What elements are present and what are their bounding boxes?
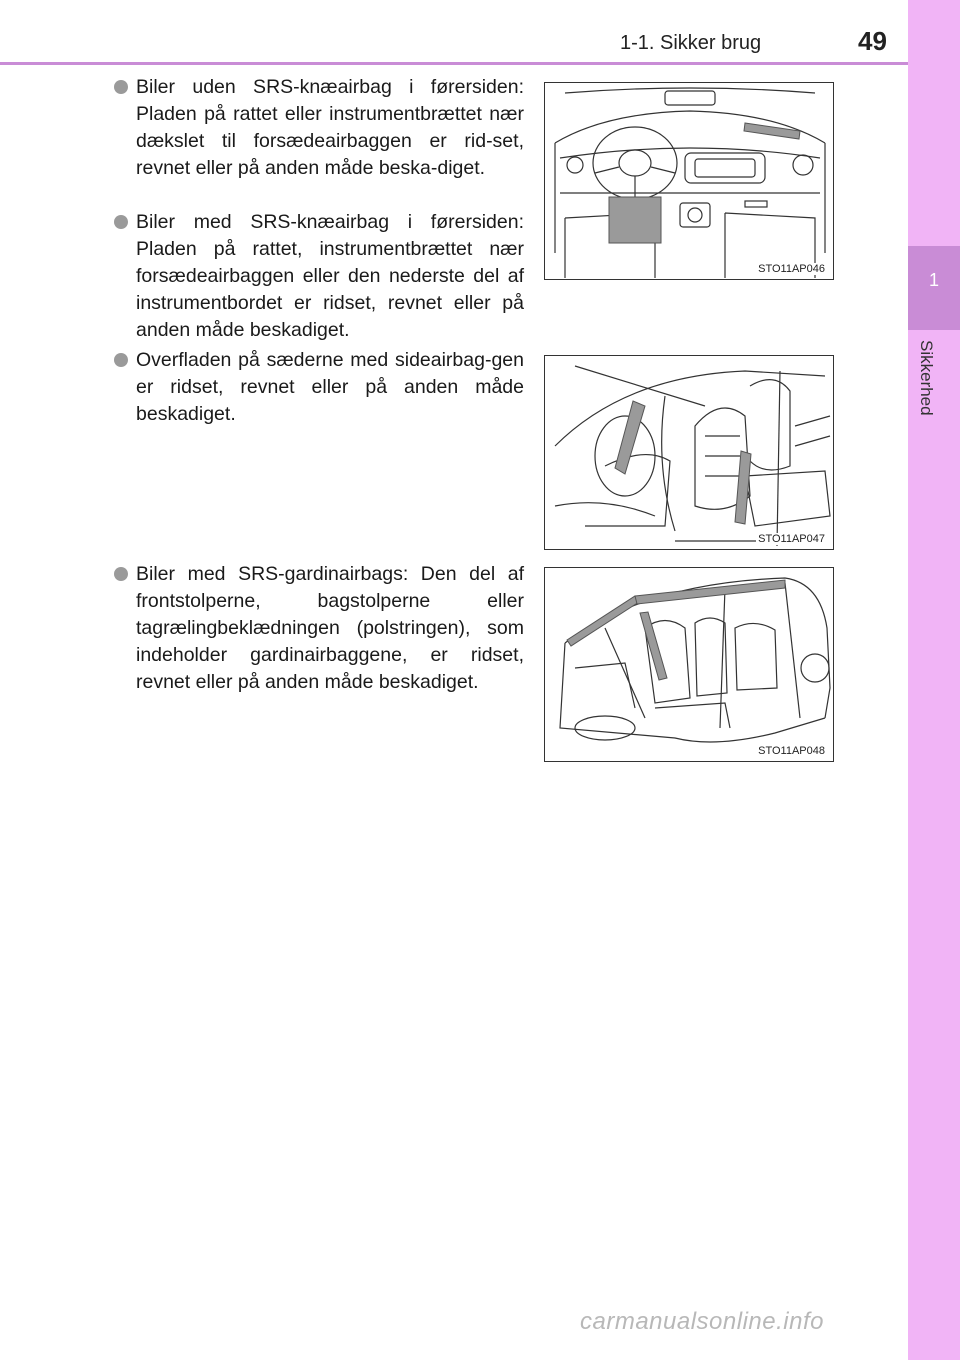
bullet-dot-icon [114, 353, 128, 367]
seats-illustration [545, 356, 834, 550]
bullet-text: Biler uden SRS-knæairbag i førersiden: Pladen på rattet eller instrumentbrættet nær dækslet til forsædeairbaggen er rid-set, revnet eller på anden måde beska-diget. [136, 76, 524, 179]
bullet-text: Overfladen på sæderne med sideairbag-gen er ridset, revnet eller på anden måde beskadiget. [136, 349, 524, 425]
chapter-side-tab [908, 0, 960, 1360]
bullet-item [112, 347, 524, 428]
footer-watermark: carmanualsonline.info [580, 1308, 824, 1335]
chapter-number: 1 [928, 270, 939, 290]
bullet-item [112, 561, 524, 696]
figure-dashboard [544, 82, 834, 280]
bullet-dot-icon [114, 215, 128, 229]
dashboard-illustration [545, 83, 834, 280]
car-cutaway-illustration [545, 568, 834, 762]
bullet-text: Biler med SRS-knæairbag i førersiden: Pladen på rattet, instrumentbrættet nær forsædeairbaggen eller den nederste del af instrumentbordet er ridset, revnet eller på anden måde beskadiget. [136, 211, 524, 341]
header-divider [0, 62, 908, 65]
bullet-dot-icon [114, 567, 128, 581]
bullet-item [112, 209, 524, 344]
figure-code: STO11AP046 [758, 263, 825, 275]
section-title: 1-1. Sikker brug [620, 32, 762, 54]
chapter-label-text: Sikkerhed [917, 340, 936, 416]
chapter-label [916, 340, 952, 450]
bullet-text: Biler med SRS-gardinairbags: Den del af frontstolperne, bagstolperne eller tagrælingbeklædningen (polstringen), som indeholder gardinairbaggene, er ridset, revnet eller på anden måde beskadiget. [136, 563, 524, 693]
figure-code: STO11AP047 [758, 533, 825, 545]
bullet-item [112, 74, 524, 182]
page-number: 49 [858, 26, 887, 56]
bullet-dot-icon [114, 80, 128, 94]
figure-seats [544, 355, 834, 550]
figure-code: STO11AP048 [758, 745, 825, 757]
figure-curtain-airbags [544, 567, 834, 762]
